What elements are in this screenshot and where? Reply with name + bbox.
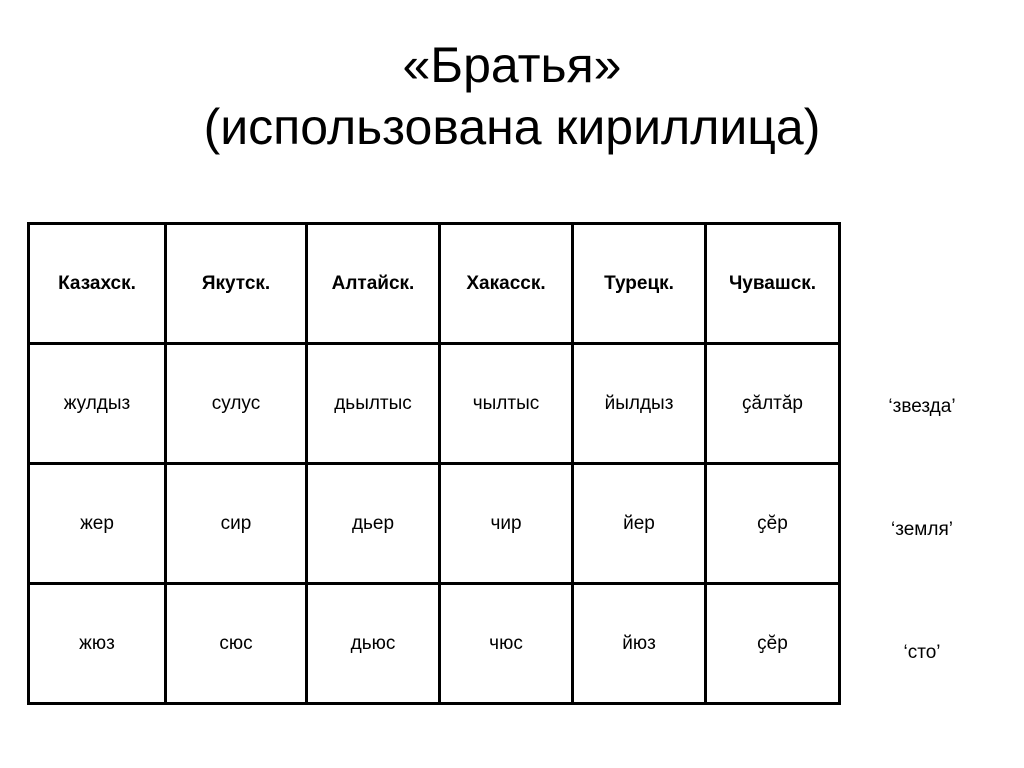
table-cell: жулдыз bbox=[29, 344, 166, 464]
column-header-yakut: Якутск. bbox=[166, 224, 307, 344]
table-cell: жюз bbox=[29, 584, 166, 704]
table-cell: ҫӗр bbox=[706, 464, 840, 584]
gloss-column bbox=[842, 345, 1002, 714]
column-header-chuvash: Чувашск. bbox=[706, 224, 840, 344]
table-row-hundred bbox=[29, 584, 840, 704]
gloss-star: ‘звезда’ bbox=[888, 395, 956, 417]
table-header-row bbox=[29, 224, 840, 344]
table-cell: чир bbox=[440, 464, 573, 584]
slide-title-line1: «Братья» bbox=[402, 37, 622, 93]
column-header-turkish: Турецк. bbox=[573, 224, 706, 344]
column-header-kazakh: Казахск. bbox=[29, 224, 166, 344]
table-cell: чылтыс bbox=[440, 344, 573, 464]
table-cell: чюс bbox=[440, 584, 573, 704]
table-row-earth bbox=[29, 464, 840, 584]
table-cell: дьылтыс bbox=[307, 344, 440, 464]
table-cell: сюс bbox=[166, 584, 307, 704]
slide-title bbox=[0, 34, 1024, 158]
table-row-star bbox=[29, 344, 840, 464]
table-cell: йылдыз bbox=[573, 344, 706, 464]
table-cell: дьер bbox=[307, 464, 440, 584]
table-cell: дьюс bbox=[307, 584, 440, 704]
column-header-khakas: Хакасск. bbox=[440, 224, 573, 344]
table-cell: ҫӑлтӑр bbox=[706, 344, 840, 464]
table-cell: сулус bbox=[166, 344, 307, 464]
column-header-altai: Алтайск. bbox=[307, 224, 440, 344]
slide-title-line2: (использована кириллица) bbox=[203, 99, 821, 155]
table-cell: ҫӗр bbox=[706, 584, 840, 704]
gloss-hundred: ‘сто’ bbox=[903, 641, 941, 663]
table-cell: сир bbox=[166, 464, 307, 584]
table-cell: йер bbox=[573, 464, 706, 584]
language-comparison-table bbox=[27, 222, 841, 705]
table-cell: йюз bbox=[573, 584, 706, 704]
table-cell: жер bbox=[29, 464, 166, 584]
gloss-earth: ‘земля’ bbox=[891, 518, 953, 540]
